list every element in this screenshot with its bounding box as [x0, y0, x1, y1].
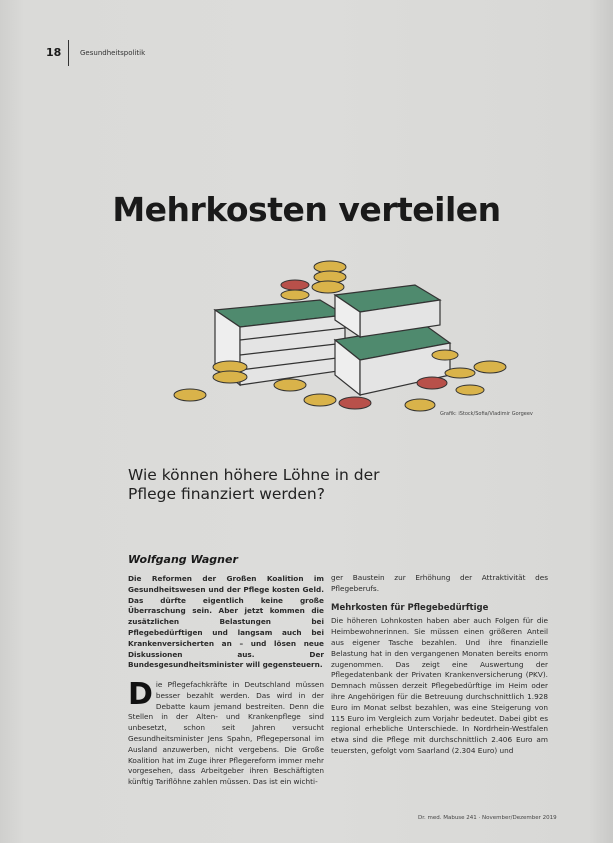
body-text-right-start: ger Baustein zur Erhöhung der Attraktivität des Pflegeberufs.	[331, 573, 548, 593]
body-column-left	[128, 677, 324, 788]
article-subtitle: Wie können höhere Löhne in der Pflege finanziert werden?	[128, 466, 380, 503]
body-text-left: ie Pflegefachkräfte in Deutschland müssen besser bezahlt werden. Das wird in der Debatte kaum jemand bestreiten. Denn die Stellen in der Alten- und Krankenpflege sind unbesetzt, schon seit Jahren versucht Gesundheitsminister Jens Spahn, Pflegepersonal im Ausland anzuwerben, nicht vergebens. Die Große Koalition hat im Zuge ihrer Pflegereform immer mehr vorgesehen, dass Arbeitgeber ihren Beschäftigten künftig Tariflöhne zahlen müssen. Das ist ein wichti-	[128, 680, 324, 787]
section-label: Gesundheitspolitik	[80, 49, 146, 57]
article-title: Mehrkosten verteilen	[112, 190, 501, 229]
page-footer: Dr. med. Mabuse 241 · November/Dezember 2019	[418, 815, 557, 821]
body-text-right: Die höheren Lohnkosten haben aber auch Folgen für die Heimbewohnerinnen. Sie müssen einen größeren Anteil aus eigener Tasche bezahlen. Und ihre finanzielle Belastung hat in den vergangenen Monaten bereits enorm zugenommen. Das zeigt eine Auswertung der Pflegedatenbank der Privaten Krankenversicherung (PKV). Demnach müssen derzeit Pflegebedürftige im Heim oder ihre Angehörigen für die Betreuung durchschnittlich 1.928 Euro im Monat selbst bezahlen, was eine Steigerung von 115 Euro im Vergleich zum Vorjahr bedeutet. Dabei gibt es regional erhebliche Unterschiede. In Nordrhein-Westfalen etwa sind die Pflege mit durchschnittlich 2.406 Euro am teuersten, gefolgt vom Saarland (2.304 Euro) und	[331, 616, 548, 755]
article-lead: Die Reformen der Großen Koalition im Gesundheitswesen und der Pflege kosten Geld. Das dürfte eigentlich keine große Überraschung sein. Aber jetzt kommen die zusätzlichen Belastungen bei Pflegebedürftigen und langsam auch bei Krankenversicherten an – und lösen neue Diskussionen aus. Der Bundesgesundheitsminister will gegensteuern.	[128, 574, 324, 670]
page-number: 18	[46, 46, 62, 59]
header-divider	[68, 40, 69, 66]
image-credit: Grafik: iStock/Sofia/Vladimir Gorgeev	[440, 411, 533, 417]
drop-cap: D	[128, 677, 153, 712]
section-heading: Mehrkosten für Pflegebedürftige	[331, 602, 489, 613]
money-illustration	[170, 255, 520, 420]
author-name: Wolfgang Wagner	[128, 553, 238, 566]
body-column-right	[331, 573, 548, 757]
